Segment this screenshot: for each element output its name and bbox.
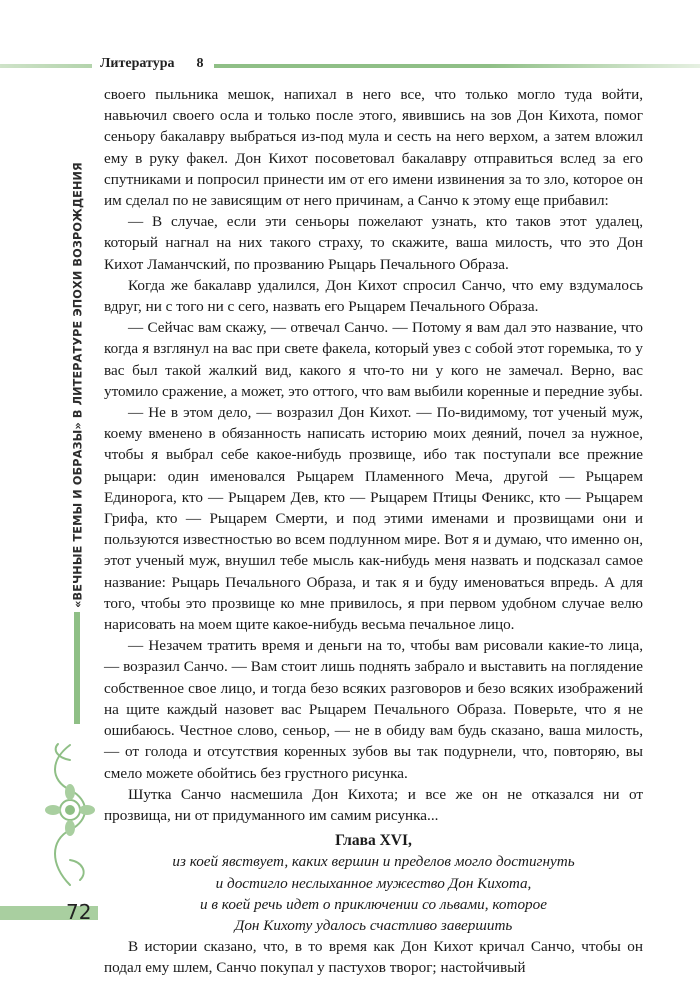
paragraph: В истории сказано, что, в то время как Дон Кихот кричал Санчо, чтобы он подал ему шлем, Санчо покупал у пастухов творог; настойчивый	[104, 938, 643, 977]
running-header	[92, 52, 214, 76]
chapter-subtitle-line: из коей явствует, каких вершин и пределов могло достигнуть	[172, 853, 575, 871]
main-text	[104, 84, 643, 979]
paragraph: своего пыльника мешок, напихал в него все, что только могло туда войти, навьючил своего осла и только после этого, явившись на зов Дон Кихота, помог сеньору бакалавру выбраться из-под мула и сесть на него верхом, а затем вложил ему в руку факел. Дон Кихот посоветовал бакалавру отправиться вслед за его спутниками и попросил принести им от его имени извинения за то зло, которое он им сделал по не зависящим от него причинам, а Санчо к этому еще прибавил:	[104, 86, 643, 210]
chapter-subtitle-line: и в коей речь идет о приключении со львами, которое	[200, 895, 547, 913]
page-number: 72	[66, 900, 92, 924]
header-subject: Литература	[100, 56, 175, 71]
floral-ornament-icon	[40, 740, 100, 890]
side-title: «ВЕЧНЫЕ ТЕМЫ И ОБРАЗЫ» В ЛИТЕРАТУРЕ ЭПОХИ ВОЗРОЖДЕНИЯ	[71, 162, 85, 608]
side-title-wrap	[64, 150, 92, 620]
paragraph: Когда же бакалавр удалился, Дон Кихот спросил Санчо, что ему вздумалось вдруг, ни с того ни с сего, назвать его Рыцарем Печального Образа.	[104, 276, 643, 316]
paragraph: Шутка Санчо насмешила Дон Кихота; и все же он не отказался ни от прозвища, ни от придуманного им самим рисунка...	[104, 785, 643, 824]
chapter-subtitle-line: Дон Кихоту удалось счастливо завершить	[234, 916, 513, 934]
chapter-subtitle-line: и достигло неслыханное мужество Дон Кихота,	[215, 874, 532, 892]
paragraph: — Сейчас вам скажу, — отвечал Санчо. — Потому я вам дал это название, что когда я взглянул на вас при свете факела, который увез с собой этот горемыка, то у вас был такой жалкий вид, какого я что-то ни у кого не замечал. Верно, вас утомило сражение, а может, это оттого, что вам выбили коренные и передние зубы.	[104, 319, 643, 400]
header-grade: 8	[196, 56, 204, 71]
paragraph: — Незачем тратить время и деньги на то, чтобы вам рисовали какие-то лица, — возразил Санчо. — Вам стоит лишь поднять забрало и выставить на поглядение собственное свое лицо, и тогда безо всяких разговоров и безо всяких изображений на щите каждый назовет вас Рыцарем Печального Образа. Поверьте, что я не ошибаюсь. Честное слово, сеньор, — не в обиду вам будь сказано, ваша милость, — от голода и отсутствия коренных зубов вы так подурнели, что, повторяю, вы смело можете обойтись без грустного рисунка.	[104, 637, 643, 782]
side-accent-bar	[74, 612, 80, 724]
chapter-title: Глава XVI,	[335, 832, 412, 850]
chapter-heading	[104, 830, 643, 936]
paragraph: — В случае, если эти сеньоры пожелают узнать, кто таков этот удалец, который нагнал на них такого страху, то скажите, ваша милость, что это Дон Кихот Ламанчский, по прозванию Рыцарь Печального Образа.	[104, 213, 643, 273]
paragraph: — Не в этом дело, — возразил Дон Кихот. — По-видимому, тот ученый муж, коему вменено в обязанность написать историю моих деяний, почел за нужное, чтобы я выбрал себе какое-нибудь прозвище, ибо так поступали все прежние рыцари: один именовался Рыцарем Пламенного Меча, другой — Рыцарем Единорога, кто — Рыцарем Дев, кто — Рыцарем Птицы Феникс, кто — Рыцарем Грифа, кто — Рыцарем Смерти, и под этими именами и прозвищами они и пользуются известностью во всем подлунном мире. Вот я и думаю, что именно он, этот ученый муж, внушил тебе мысль как-нибудь меня назвать и подсказал самое название: Рыцарь Печального Образа, и так я и буду именоваться впредь. А для того, чтобы это прозвище ко мне привилось, я при первом удобном случае велю нарисовать на моем щите какое-нибудь весьма печальное лицо.	[104, 404, 643, 634]
